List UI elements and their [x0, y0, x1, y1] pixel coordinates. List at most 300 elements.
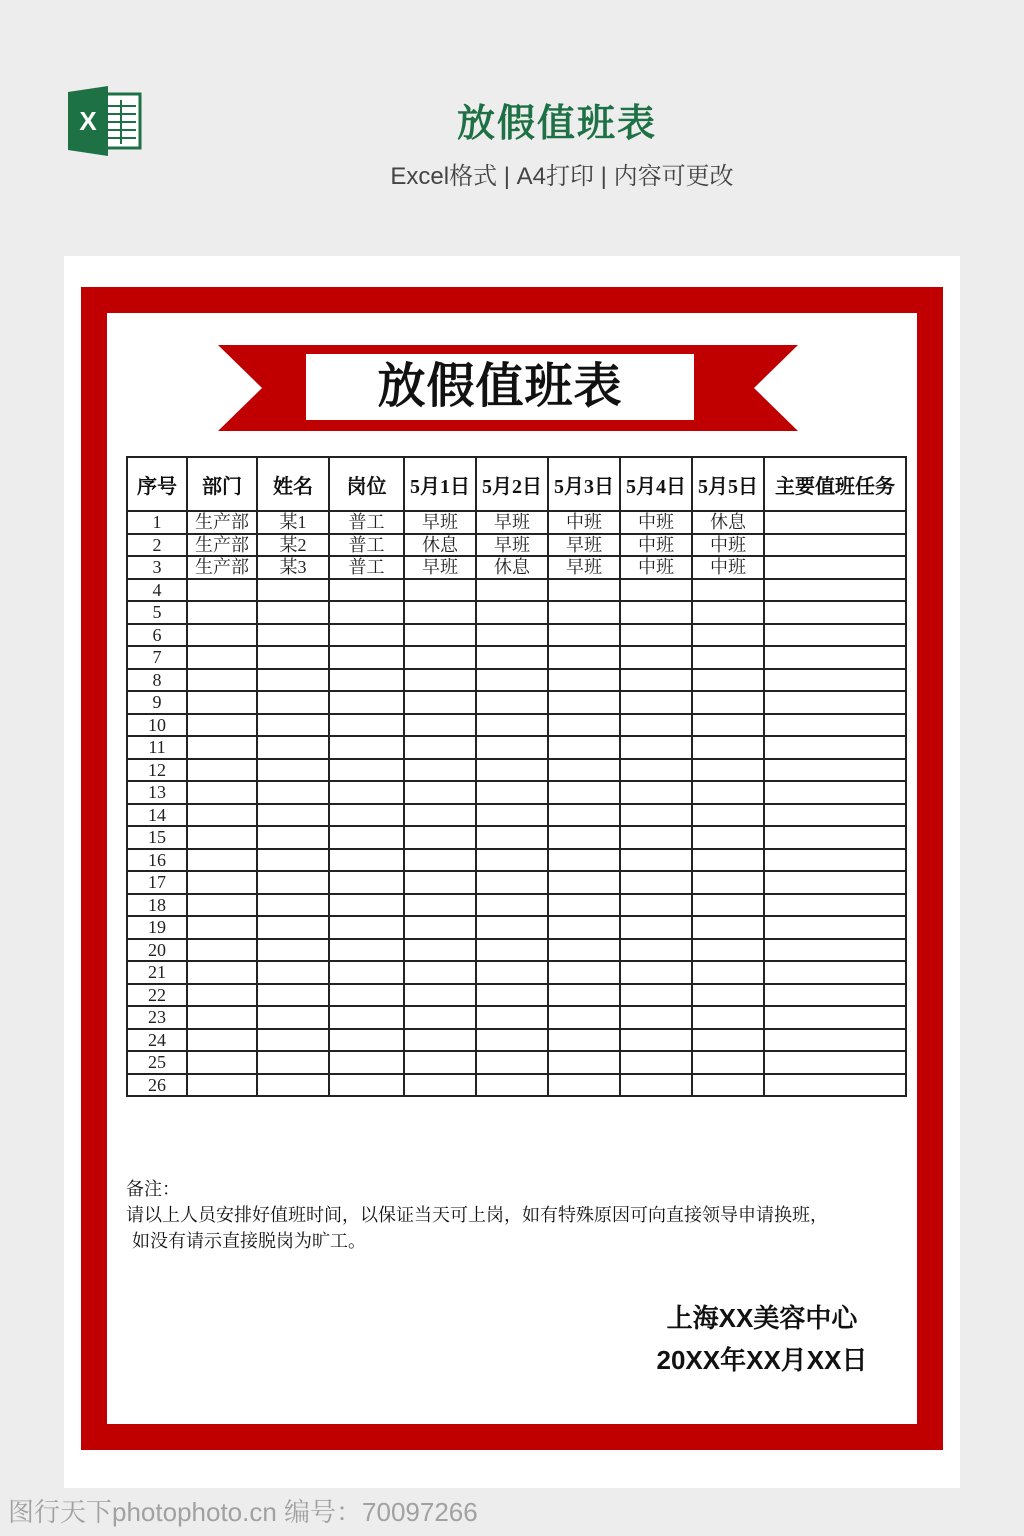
- table-cell: [764, 736, 906, 759]
- table-cell: [404, 759, 476, 782]
- table-cell: [404, 691, 476, 714]
- table-cell: [404, 849, 476, 872]
- table-cell: [764, 624, 906, 647]
- table-row: [127, 916, 906, 939]
- table-cell: [187, 601, 257, 624]
- table-cell: 7: [127, 646, 187, 669]
- table-cell: [187, 1029, 257, 1052]
- column-header: 岗位: [329, 457, 404, 511]
- table-cell: [476, 736, 548, 759]
- table-cell: [257, 781, 329, 804]
- table-cell: [620, 691, 692, 714]
- table-cell: [548, 691, 620, 714]
- table-cell: [764, 759, 906, 782]
- table-cell: [764, 1029, 906, 1052]
- watermark-text: 图行天下photophoto.cn 编号：70097266: [8, 1497, 478, 1527]
- table-cell: [620, 601, 692, 624]
- table-row: [127, 894, 906, 917]
- table-cell: [187, 916, 257, 939]
- table-cell: 早班: [404, 556, 476, 579]
- table-cell: [548, 804, 620, 827]
- column-header: 部门: [187, 457, 257, 511]
- table-row: [127, 1051, 906, 1074]
- table-cell: [404, 1051, 476, 1074]
- table-cell: [764, 646, 906, 669]
- table-cell: 26: [127, 1074, 187, 1097]
- table-row: [127, 871, 906, 894]
- table-cell: [764, 579, 906, 602]
- table-cell: [329, 624, 404, 647]
- table-cell: [692, 624, 764, 647]
- table-cell: [548, 759, 620, 782]
- table-cell: [187, 871, 257, 894]
- table-cell: [764, 1074, 906, 1097]
- table-cell: [692, 1006, 764, 1029]
- table-header-row: [127, 457, 906, 511]
- table-cell: [548, 781, 620, 804]
- table-cell: [620, 894, 692, 917]
- table-cell: [257, 1006, 329, 1029]
- table-cell: [620, 781, 692, 804]
- table-cell: 12: [127, 759, 187, 782]
- table-cell: [476, 849, 548, 872]
- table-cell: 中班: [692, 534, 764, 557]
- table-cell: [187, 1006, 257, 1029]
- table-cell: [620, 826, 692, 849]
- table-cell: [620, 804, 692, 827]
- table-cell: [548, 669, 620, 692]
- table-cell: [257, 939, 329, 962]
- duty-table: [126, 456, 907, 1097]
- table-cell: [476, 1029, 548, 1052]
- table-cell: [257, 1074, 329, 1097]
- table-cell: [692, 984, 764, 1007]
- table-cell: [257, 624, 329, 647]
- table-cell: [548, 961, 620, 984]
- table-cell: [187, 939, 257, 962]
- table-cell: [476, 714, 548, 737]
- table-cell: 中班: [620, 511, 692, 534]
- table-row: [127, 939, 906, 962]
- table-cell: [404, 669, 476, 692]
- table-cell: [620, 669, 692, 692]
- table-cell: [404, 736, 476, 759]
- table-cell: [257, 804, 329, 827]
- table-cell: [404, 961, 476, 984]
- column-header: 5月4日: [620, 457, 692, 511]
- table-cell: [620, 984, 692, 1007]
- table-cell: [329, 759, 404, 782]
- table-cell: [548, 624, 620, 647]
- table-cell: [404, 871, 476, 894]
- table-cell: [187, 1074, 257, 1097]
- table-cell: [476, 759, 548, 782]
- table-row: [127, 534, 906, 557]
- table-cell: [187, 669, 257, 692]
- table-cell: 中班: [692, 556, 764, 579]
- table-cell: 普工: [329, 556, 404, 579]
- table-cell: 6: [127, 624, 187, 647]
- table-row: [127, 804, 906, 827]
- table-cell: [257, 871, 329, 894]
- table-cell: [404, 826, 476, 849]
- table-cell: [329, 849, 404, 872]
- table-cell: [476, 1051, 548, 1074]
- table-cell: [620, 939, 692, 962]
- table-cell: [476, 1006, 548, 1029]
- table-cell: [620, 1029, 692, 1052]
- table-cell: [187, 961, 257, 984]
- table-cell: 某3: [257, 556, 329, 579]
- table-cell: 休息: [692, 511, 764, 534]
- table-cell: [187, 736, 257, 759]
- table-cell: 中班: [620, 534, 692, 557]
- notes-line-2: 如没有请示直接脱岗为旷工。: [132, 1231, 366, 1251]
- table-cell: [620, 1074, 692, 1097]
- table-cell: [764, 826, 906, 849]
- table-cell: 早班: [404, 511, 476, 534]
- table-cell: [620, 916, 692, 939]
- table-cell: [329, 579, 404, 602]
- table-row: [127, 624, 906, 647]
- table-row: [127, 1074, 906, 1097]
- table-cell: [764, 916, 906, 939]
- table-cell: [764, 894, 906, 917]
- table-cell: [476, 804, 548, 827]
- table-cell: [620, 714, 692, 737]
- table-cell: [404, 646, 476, 669]
- table-row: [127, 669, 906, 692]
- table-cell: [404, 984, 476, 1007]
- table-cell: [620, 736, 692, 759]
- table-cell: [476, 871, 548, 894]
- table-row: [127, 691, 906, 714]
- table-cell: [620, 579, 692, 602]
- table-cell: [476, 691, 548, 714]
- table-cell: [404, 714, 476, 737]
- column-header: 5月5日: [692, 457, 764, 511]
- table-cell: [764, 556, 906, 579]
- table-row: [127, 736, 906, 759]
- table-cell: [329, 601, 404, 624]
- table-cell: [764, 961, 906, 984]
- table-cell: [187, 759, 257, 782]
- table-row: [127, 1006, 906, 1029]
- table-cell: 19: [127, 916, 187, 939]
- table-cell: [257, 601, 329, 624]
- table-cell: [764, 871, 906, 894]
- table-row: [127, 556, 906, 579]
- table-cell: [764, 511, 906, 534]
- table-cell: 早班: [548, 556, 620, 579]
- table-cell: 21: [127, 961, 187, 984]
- table-cell: 普工: [329, 511, 404, 534]
- table-cell: [329, 1029, 404, 1052]
- table-cell: [476, 916, 548, 939]
- table-cell: 生产部: [187, 511, 257, 534]
- table-cell: [404, 894, 476, 917]
- page-title: 放假值班表: [456, 103, 657, 145]
- table-cell: [620, 624, 692, 647]
- table-cell: [692, 804, 764, 827]
- table-cell: [764, 669, 906, 692]
- table-cell: [692, 669, 764, 692]
- table-cell: [257, 579, 329, 602]
- table-cell: 22: [127, 984, 187, 1007]
- table-cell: 17: [127, 871, 187, 894]
- table-cell: [404, 601, 476, 624]
- sheet-title: 放假值班表: [377, 360, 623, 413]
- table-cell: [548, 871, 620, 894]
- table-cell: [329, 1006, 404, 1029]
- table-cell: [476, 669, 548, 692]
- table-cell: 2: [127, 534, 187, 557]
- table-cell: 中班: [620, 556, 692, 579]
- table-cell: [620, 759, 692, 782]
- table-row: [127, 579, 906, 602]
- table-cell: [548, 1074, 620, 1097]
- table-cell: [548, 1051, 620, 1074]
- table-cell: [257, 1029, 329, 1052]
- table-cell: 11: [127, 736, 187, 759]
- table-cell: [404, 1006, 476, 1029]
- table-cell: [187, 804, 257, 827]
- page-subtitle: Excel格式 | A4打印 | 内容可更改: [390, 163, 734, 190]
- table-cell: [692, 871, 764, 894]
- table-cell: [692, 579, 764, 602]
- column-header: 5月2日: [476, 457, 548, 511]
- notes-label: 备注：: [126, 1179, 180, 1199]
- table-cell: 早班: [548, 534, 620, 557]
- table-cell: [548, 984, 620, 1007]
- table-cell: [692, 1074, 764, 1097]
- table-cell: [404, 624, 476, 647]
- table-cell: [692, 646, 764, 669]
- table-cell: [476, 646, 548, 669]
- table-cell: [476, 601, 548, 624]
- table-cell: [764, 601, 906, 624]
- table-cell: [548, 826, 620, 849]
- table-cell: [692, 961, 764, 984]
- table-cell: [548, 579, 620, 602]
- table-cell: [620, 849, 692, 872]
- table-cell: [764, 714, 906, 737]
- table-cell: [476, 579, 548, 602]
- column-header: 序号: [127, 457, 187, 511]
- table-cell: 23: [127, 1006, 187, 1029]
- table-cell: [548, 849, 620, 872]
- table-cell: [764, 804, 906, 827]
- table-cell: [187, 984, 257, 1007]
- table-cell: 20: [127, 939, 187, 962]
- table-cell: [257, 669, 329, 692]
- table-cell: [257, 826, 329, 849]
- table-cell: [764, 1051, 906, 1074]
- column-header: 5月1日: [404, 457, 476, 511]
- table-cell: [692, 894, 764, 917]
- notes-section: [126, 1176, 916, 1254]
- table-cell: [187, 646, 257, 669]
- table-cell: 15: [127, 826, 187, 849]
- table-cell: 16: [127, 849, 187, 872]
- table-cell: 1: [127, 511, 187, 534]
- table-row: [127, 759, 906, 782]
- table-cell: [620, 961, 692, 984]
- table-cell: [257, 1051, 329, 1074]
- table-cell: 早班: [476, 534, 548, 557]
- table-cell: [257, 961, 329, 984]
- table-row: [127, 511, 906, 534]
- table-cell: [329, 826, 404, 849]
- table-cell: [187, 691, 257, 714]
- table-cell: [692, 736, 764, 759]
- table-cell: [476, 984, 548, 1007]
- table-cell: 8: [127, 669, 187, 692]
- table-cell: [329, 669, 404, 692]
- table-cell: [329, 1074, 404, 1097]
- table-cell: 13: [127, 781, 187, 804]
- table-cell: [764, 939, 906, 962]
- column-header: 5月3日: [548, 457, 620, 511]
- table-cell: [404, 579, 476, 602]
- table-cell: 早班: [476, 511, 548, 534]
- table-cell: 5: [127, 601, 187, 624]
- table-cell: [548, 1006, 620, 1029]
- table-cell: [620, 871, 692, 894]
- table-cell: [187, 849, 257, 872]
- table-cell: [764, 849, 906, 872]
- table-cell: [548, 939, 620, 962]
- table-cell: [257, 849, 329, 872]
- table-cell: 24: [127, 1029, 187, 1052]
- table-cell: [548, 714, 620, 737]
- table-cell: [476, 1074, 548, 1097]
- table-cell: [187, 624, 257, 647]
- table-cell: [329, 961, 404, 984]
- table-cell: [764, 691, 906, 714]
- table-cell: [692, 601, 764, 624]
- table-cell: [257, 646, 329, 669]
- table-cell: 休息: [476, 556, 548, 579]
- table-cell: [329, 646, 404, 669]
- table-cell: [620, 646, 692, 669]
- table-cell: [692, 939, 764, 962]
- column-header: 主要值班任务: [764, 457, 906, 511]
- table-row: [127, 961, 906, 984]
- table-cell: [476, 826, 548, 849]
- table-cell: [476, 894, 548, 917]
- table-cell: [329, 1051, 404, 1074]
- table-cell: 14: [127, 804, 187, 827]
- excel-icon-letter: X: [79, 106, 97, 136]
- table-cell: [329, 736, 404, 759]
- table-row: [127, 826, 906, 849]
- table-cell: [476, 624, 548, 647]
- table-cell: 生产部: [187, 534, 257, 557]
- table-cell: [404, 804, 476, 827]
- table-cell: [257, 714, 329, 737]
- table-cell: [404, 1074, 476, 1097]
- table-cell: [329, 691, 404, 714]
- table-cell: 普工: [329, 534, 404, 557]
- table-cell: [692, 691, 764, 714]
- table-cell: [548, 736, 620, 759]
- table-cell: [692, 714, 764, 737]
- column-header: 姓名: [257, 457, 329, 511]
- table-cell: [329, 871, 404, 894]
- table-cell: 9: [127, 691, 187, 714]
- table-cell: [329, 984, 404, 1007]
- table-cell: [692, 759, 764, 782]
- table-cell: [764, 534, 906, 557]
- table-cell: [329, 939, 404, 962]
- table-cell: 4: [127, 579, 187, 602]
- table-cell: [764, 1006, 906, 1029]
- table-cell: 中班: [548, 511, 620, 534]
- table-row: [127, 1029, 906, 1052]
- table-cell: [257, 916, 329, 939]
- table-cell: [548, 646, 620, 669]
- table-cell: 10: [127, 714, 187, 737]
- table-cell: [329, 894, 404, 917]
- table-row: [127, 781, 906, 804]
- table-cell: [548, 894, 620, 917]
- table-cell: 某2: [257, 534, 329, 557]
- table-cell: [404, 916, 476, 939]
- table-cell: 3: [127, 556, 187, 579]
- table-cell: [187, 579, 257, 602]
- table-cell: [476, 781, 548, 804]
- table-cell: [620, 1006, 692, 1029]
- table-cell: 某1: [257, 511, 329, 534]
- table-cell: 18: [127, 894, 187, 917]
- table-row: [127, 849, 906, 872]
- table-cell: [187, 894, 257, 917]
- table-row: [127, 646, 906, 669]
- table-cell: [187, 826, 257, 849]
- table-row: [127, 714, 906, 737]
- table-cell: [329, 781, 404, 804]
- table-cell: [329, 916, 404, 939]
- table-cell: 休息: [404, 534, 476, 557]
- table-cell: [692, 916, 764, 939]
- table-cell: [764, 781, 906, 804]
- table-cell: [404, 781, 476, 804]
- table-cell: [692, 1051, 764, 1074]
- table-cell: [692, 826, 764, 849]
- table-cell: [257, 894, 329, 917]
- notes-line-1: 请以上人员安排好值班时间，以保证当天可上岗，如有特殊原因可向直接领导申请换班，: [126, 1205, 828, 1225]
- table-cell: [692, 849, 764, 872]
- table-cell: [764, 984, 906, 1007]
- table-cell: [548, 1029, 620, 1052]
- table-cell: [548, 916, 620, 939]
- organization-name: 上海XX美容中心: [666, 1303, 858, 1333]
- table-cell: 25: [127, 1051, 187, 1074]
- table-cell: [257, 736, 329, 759]
- table-cell: [257, 984, 329, 1007]
- table-cell: [257, 759, 329, 782]
- table-row: [127, 601, 906, 624]
- table-cell: [692, 781, 764, 804]
- table-cell: [476, 939, 548, 962]
- table-cell: [187, 781, 257, 804]
- table-cell: [692, 1029, 764, 1052]
- table-cell: [476, 961, 548, 984]
- table-cell: [257, 691, 329, 714]
- table-cell: [187, 714, 257, 737]
- signature-date: 20XX年XX月XX日: [656, 1345, 868, 1375]
